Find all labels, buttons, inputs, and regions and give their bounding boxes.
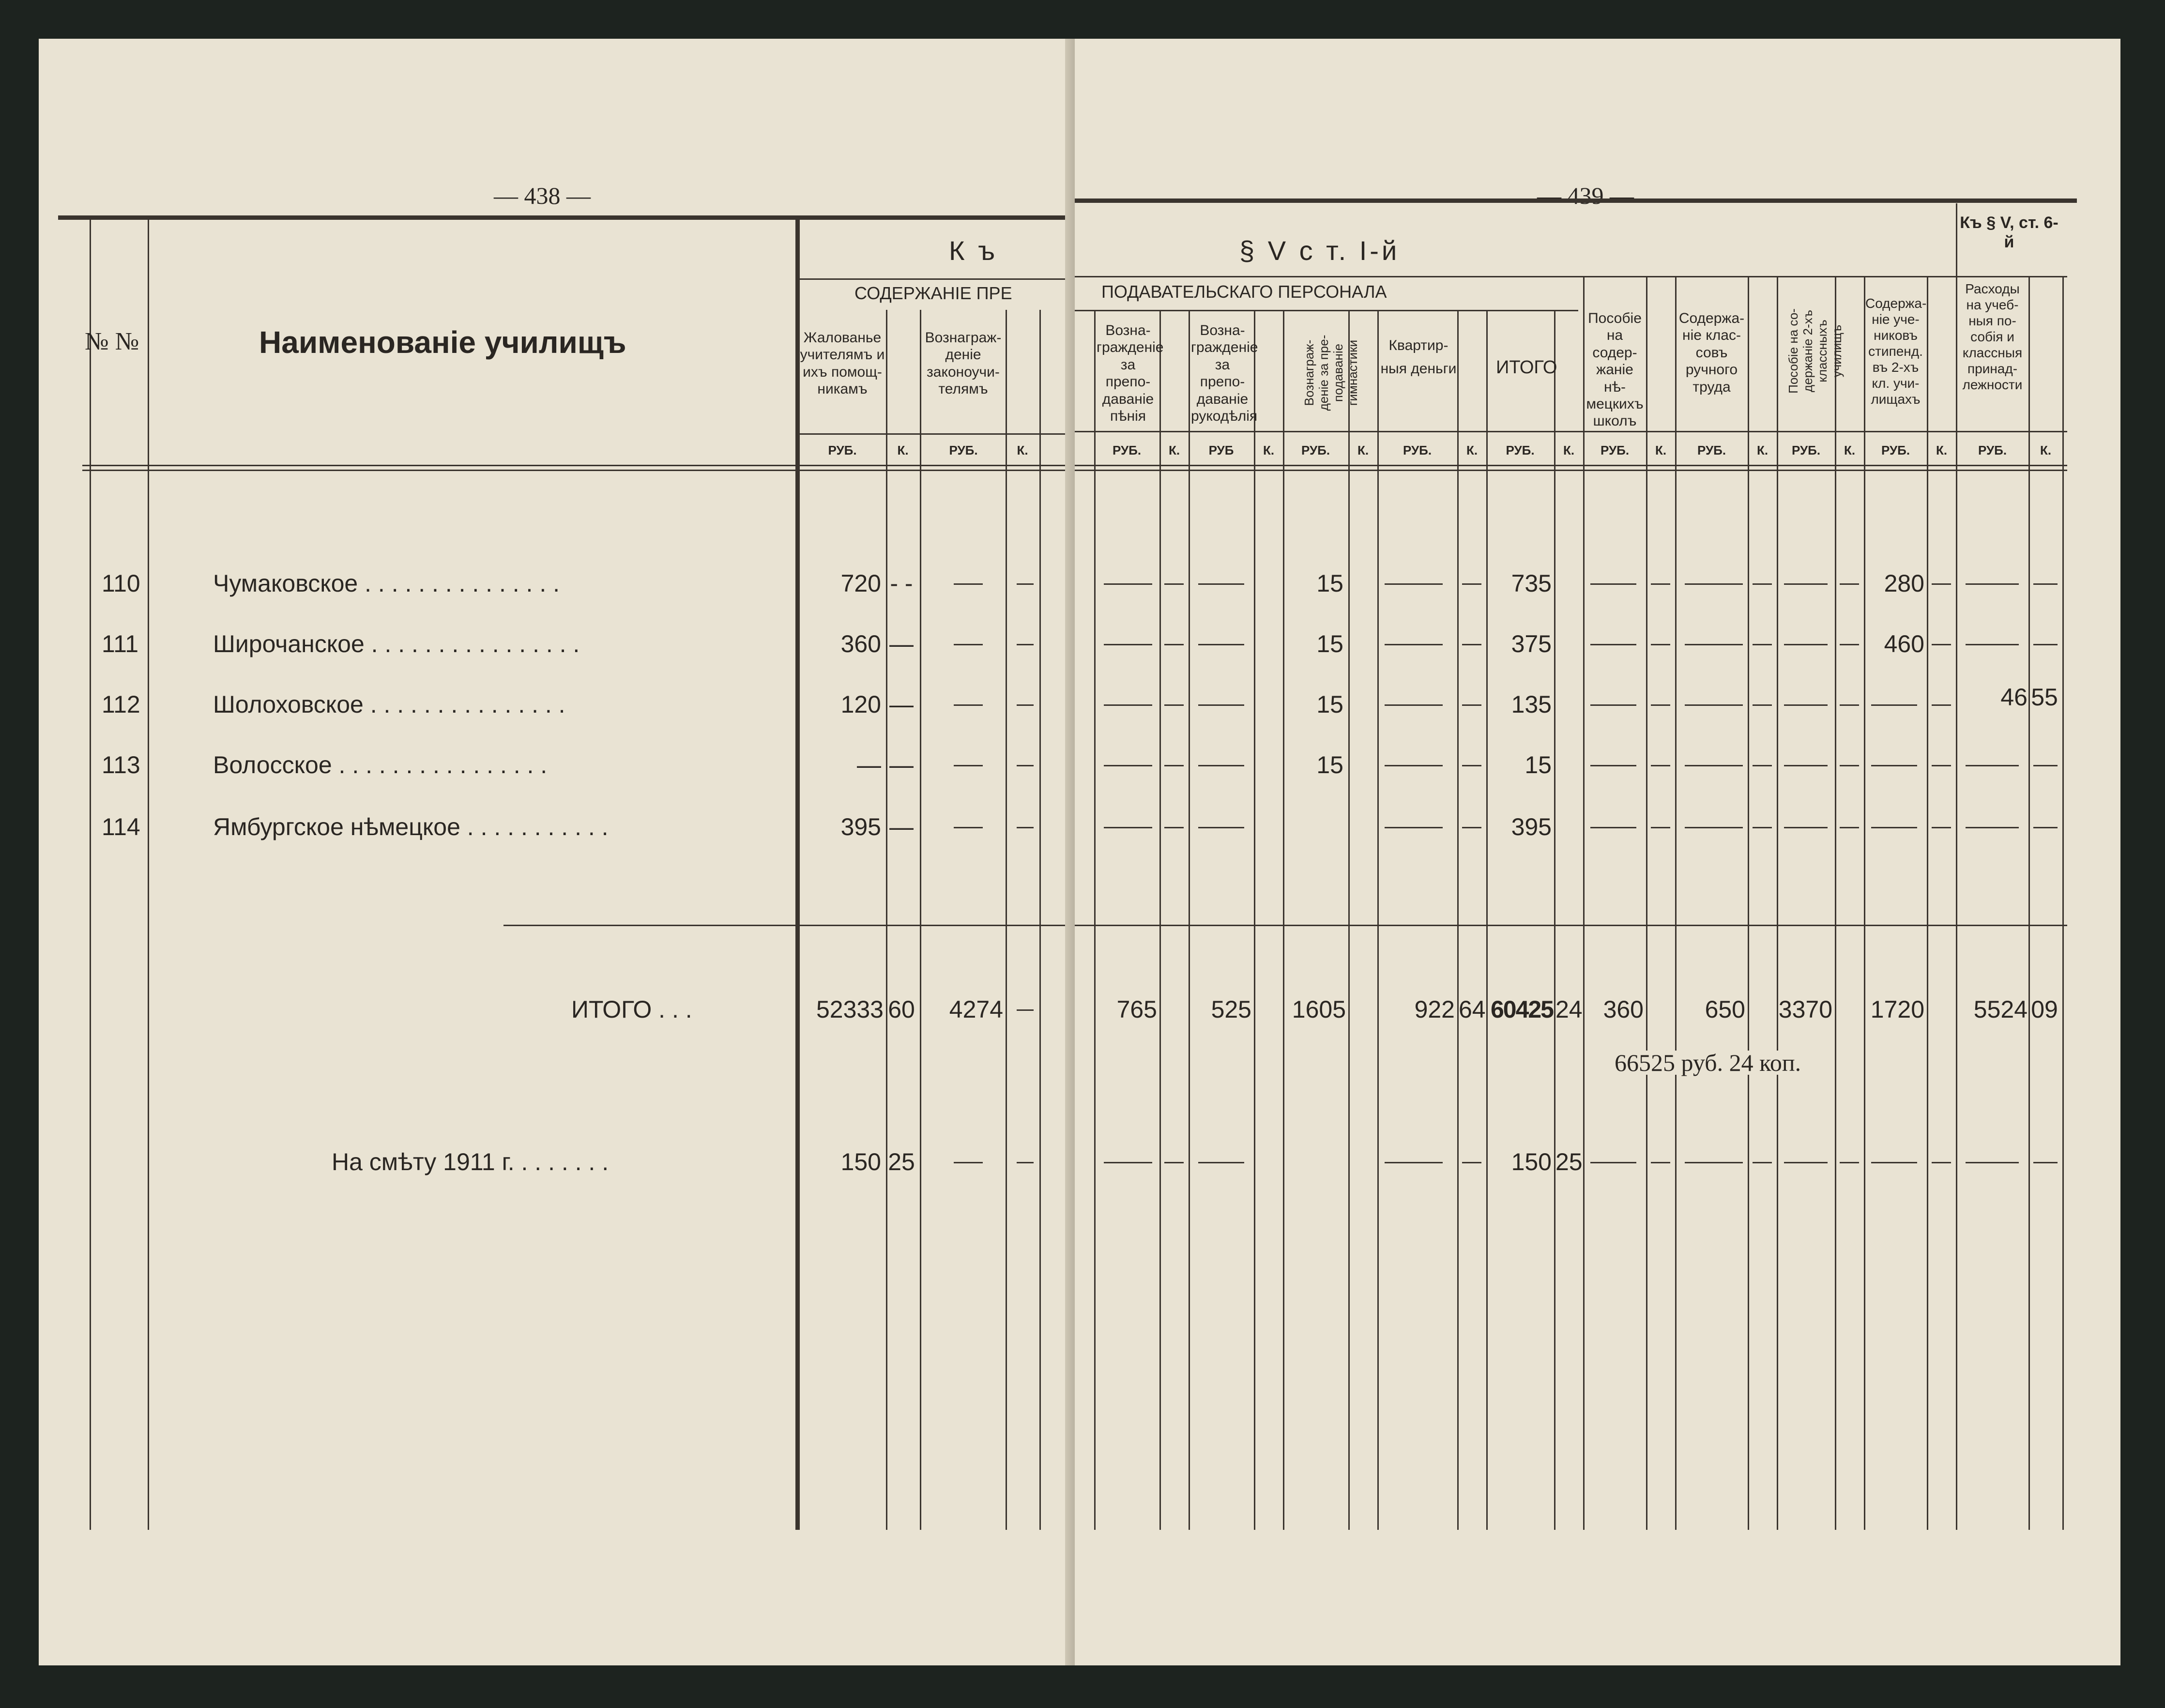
empty-dash xyxy=(1198,1162,1244,1163)
empty-dash xyxy=(1651,827,1670,828)
stipend-value: 460 xyxy=(1884,630,1924,657)
row-total: 735 xyxy=(1511,570,1552,597)
empty-dash xyxy=(1753,1162,1772,1163)
unit-rub: РУБ. xyxy=(1506,443,1535,458)
empty-dash xyxy=(1017,827,1034,828)
col-name-header: Наименованіе училищъ xyxy=(259,325,626,360)
empty-dash xyxy=(1932,827,1951,828)
unit-rub: РУБ. xyxy=(1978,443,2007,458)
col-no-header: № № xyxy=(85,328,139,355)
col-rule xyxy=(1486,310,1488,1530)
total-quarters-kop: 64 xyxy=(1459,996,1486,1023)
empty-dash xyxy=(1932,1162,1951,1163)
col-salary-header: Жалованье учителямъ и ихъ помощ- никамъ xyxy=(800,330,885,397)
row-number: 113 xyxy=(102,751,140,778)
header-bottom-rule xyxy=(82,465,1070,466)
empty-dash xyxy=(954,583,983,585)
col-rule xyxy=(1675,276,1677,1530)
empty-dash xyxy=(1462,827,1481,828)
page-number: — 438 — xyxy=(494,182,591,209)
empty-dash xyxy=(1784,583,1828,585)
row-number: 110 xyxy=(102,570,140,597)
empty-dash xyxy=(1840,765,1859,766)
salary-rub: 395 xyxy=(840,813,881,840)
unit-kop: К. xyxy=(1263,443,1275,458)
section-fragment: К ъ xyxy=(949,235,998,266)
total-german: 360 xyxy=(1603,996,1644,1023)
handicraft-header: Возна- гражденіе за препо- даваніе рукодѣлія xyxy=(1191,322,1258,424)
col-rule xyxy=(1646,276,1647,1530)
empty-dash xyxy=(1164,704,1184,706)
col-rule xyxy=(1377,310,1379,1530)
empty-dash xyxy=(1784,827,1828,828)
empty-dash xyxy=(954,827,983,828)
salary-rub: — xyxy=(857,751,881,778)
empty-dash xyxy=(1017,1009,1034,1011)
empty-dash xyxy=(2033,1162,2058,1163)
estimate-salary-rub: 150 xyxy=(840,1148,881,1175)
total-manual: 650 xyxy=(1705,996,1745,1023)
empty-dash xyxy=(1840,827,1859,828)
empty-dash xyxy=(1385,1162,1443,1163)
salary-rub: 120 xyxy=(840,691,881,718)
empty-dash xyxy=(2033,583,2058,585)
col-rule xyxy=(2028,276,2030,1530)
empty-dash xyxy=(1590,644,1636,645)
col-rule xyxy=(1864,276,1865,1530)
unit-kop: К. xyxy=(2040,443,2052,458)
salary-kop: — xyxy=(889,813,914,840)
unit-rub: РУБ. xyxy=(1403,443,1432,458)
empty-dash xyxy=(1932,583,1951,585)
empty-dash xyxy=(1685,644,1743,645)
empty-dash xyxy=(1164,583,1184,585)
empty-dash xyxy=(1840,583,1859,585)
unit-rub: РУБ. xyxy=(1600,443,1630,458)
empty-dash xyxy=(1164,827,1184,828)
empty-dash xyxy=(1651,644,1670,645)
total-total-kop: 24 xyxy=(1555,996,1583,1023)
empty-dash xyxy=(1017,704,1034,706)
empty-dash xyxy=(2033,765,2058,766)
empty-dash xyxy=(1753,583,1772,585)
col-rule xyxy=(1283,310,1284,1530)
section2-label: Къ § V, ст. 6-й xyxy=(1960,214,2058,252)
total-header: ИТОГО xyxy=(1496,357,1557,378)
right-page xyxy=(1075,39,2120,1665)
row-total: 15 xyxy=(1525,751,1552,778)
empty-dash xyxy=(1840,644,1859,645)
unit-rub: РУБ. xyxy=(1301,443,1330,458)
total-rule xyxy=(1075,925,2067,926)
units-rule xyxy=(799,433,1070,435)
gym-value: 15 xyxy=(1316,691,1343,718)
col-rule xyxy=(1006,310,1007,1530)
empty-dash xyxy=(954,644,983,645)
table-top-rule xyxy=(1075,198,2077,203)
unit-kop: К. xyxy=(1357,443,1369,458)
empty-dash xyxy=(1104,765,1152,766)
estimate-total-kop: 25 xyxy=(1555,1148,1583,1175)
empty-dash xyxy=(1462,765,1481,766)
col-rule xyxy=(1254,310,1255,1530)
empty-dash xyxy=(1104,583,1152,585)
empty-dash xyxy=(1462,704,1481,706)
empty-dash xyxy=(1164,644,1184,645)
empty-dash xyxy=(1104,1162,1152,1163)
salary-kop: — xyxy=(889,691,914,718)
empty-dash xyxy=(1590,827,1636,828)
empty-dash xyxy=(1017,583,1034,585)
gymnastics-header: Вознаграж- деніе за пре- подаваніе гимнастики xyxy=(1302,335,1360,411)
empty-dash xyxy=(1753,765,1772,766)
empty-dash xyxy=(1462,583,1481,585)
empty-dash xyxy=(1590,1162,1636,1163)
empty-dash xyxy=(1966,765,2019,766)
col-rule xyxy=(920,310,921,1530)
page-number: — 439 — xyxy=(1537,182,1634,209)
col-rule xyxy=(1927,276,1928,1530)
empty-dash xyxy=(1651,704,1670,706)
row-number: 114 xyxy=(102,813,140,840)
total-aids-kop: 09 xyxy=(2031,996,2058,1023)
salary-rub: 720 xyxy=(840,570,881,597)
unit-kop: К. xyxy=(1844,443,1856,458)
col-rule xyxy=(1748,276,1749,1530)
col-rule xyxy=(2062,276,2064,1530)
row-total: 135 xyxy=(1511,691,1552,718)
empty-dash xyxy=(1932,644,1951,645)
german-header: Пособіе на содер- жаніе нѣ- мецкихъ школъ xyxy=(1586,310,1644,429)
row-number: 111 xyxy=(102,630,139,657)
empty-dash xyxy=(1685,583,1743,585)
section-label: § V с т. І-й xyxy=(1239,235,1400,266)
school-name: Волосское . . . . . . . . . . . . . . . . xyxy=(213,751,548,778)
manual-header: Содержа- ніе клас- совъ ручного труда xyxy=(1678,310,1745,395)
group-fragment: СОДЕРЖАНІЕ ПРЕ xyxy=(854,283,1012,303)
col-law-header: Вознаграж- деніе законоучи- телямъ xyxy=(925,330,1002,397)
empty-dash xyxy=(1590,765,1636,766)
empty-dash xyxy=(1104,827,1152,828)
empty-dash xyxy=(1685,765,1743,766)
gym-value: 15 xyxy=(1316,630,1343,657)
col-rule xyxy=(1039,310,1041,1530)
aids-kop: 55 xyxy=(2031,684,2058,711)
empty-dash xyxy=(1871,827,1917,828)
total-singing: 765 xyxy=(1116,996,1157,1023)
quarters-header: Квартир- ныя деньги xyxy=(1380,337,1457,377)
empty-dash xyxy=(1385,827,1443,828)
col-rule xyxy=(90,218,91,1530)
empty-dash xyxy=(1932,765,1951,766)
unit-rub: РУБ. xyxy=(949,443,978,458)
unit-kop: К. xyxy=(1563,443,1575,458)
salary-kop: — xyxy=(889,751,914,778)
empty-dash xyxy=(1198,644,1244,645)
unit-kop: К. xyxy=(1756,443,1769,458)
empty-dash xyxy=(1685,827,1743,828)
empty-dash xyxy=(1871,704,1917,706)
unit-kop: К. xyxy=(1936,443,1948,458)
empty-dash xyxy=(954,765,983,766)
unit-rub: РУБ. xyxy=(828,443,857,458)
unit-kop: К. xyxy=(1466,443,1478,458)
empty-dash xyxy=(954,704,983,706)
col-rule xyxy=(1189,310,1190,1530)
school-name: Широчанское . . . . . . . . . . . . . . . . xyxy=(213,630,580,657)
empty-dash xyxy=(1651,1162,1670,1163)
col-rule xyxy=(1094,310,1096,1530)
total-total-rub: 60425 xyxy=(1490,996,1553,1023)
total-law-rub: 4274 xyxy=(949,996,1003,1023)
empty-dash xyxy=(1966,644,2019,645)
empty-dash xyxy=(1462,644,1481,645)
empty-dash xyxy=(1164,1162,1184,1163)
unit-rub: РУБ. xyxy=(1791,443,1821,458)
empty-dash xyxy=(1651,583,1670,585)
empty-dash xyxy=(1590,704,1636,706)
empty-dash xyxy=(1017,644,1034,645)
empty-dash xyxy=(1590,583,1636,585)
empty-dash xyxy=(1685,1162,1743,1163)
total-aids-rub: 5524 xyxy=(1973,996,2028,1023)
col-rule xyxy=(148,218,149,1530)
salary-rub: 360 xyxy=(840,630,881,657)
total-gymnastics: 1605 xyxy=(1292,996,1346,1023)
empty-dash xyxy=(1385,583,1443,585)
empty-dash xyxy=(1784,704,1828,706)
grand-total: 66525 руб. 24 коп. xyxy=(1610,1051,1806,1075)
col-rule xyxy=(1348,310,1350,1530)
col-rule xyxy=(1159,310,1161,1530)
unit-kop: К. xyxy=(1168,443,1180,458)
empty-dash xyxy=(1871,1162,1917,1163)
empty-dash xyxy=(1385,765,1443,766)
col-rule xyxy=(1777,276,1778,1530)
salary-kop: — xyxy=(889,630,914,657)
singing-header: Возна- гражденіе за препо- даваніе пѣнія xyxy=(1097,322,1164,424)
row-total: 375 xyxy=(1511,630,1552,657)
header-bottom-rule xyxy=(1075,465,2067,466)
empty-dash xyxy=(1685,704,1743,706)
empty-dash xyxy=(1753,704,1772,706)
empty-dash xyxy=(954,1162,983,1163)
unit-rub: РУБ. xyxy=(1112,443,1142,458)
empty-dash xyxy=(1198,827,1244,828)
row-total: 395 xyxy=(1511,813,1552,840)
empty-dash xyxy=(1198,704,1244,706)
col-rule xyxy=(1583,276,1585,1530)
empty-dash xyxy=(1198,765,1244,766)
gym-value: 15 xyxy=(1316,751,1343,778)
stipend-value: 280 xyxy=(1884,570,1924,597)
empty-dash xyxy=(1966,827,2019,828)
col-rule xyxy=(1554,310,1555,1530)
aids-rub: 46 xyxy=(2000,684,2028,711)
empty-dash xyxy=(1932,704,1951,706)
empty-dash xyxy=(1651,765,1670,766)
table-top-rule xyxy=(58,215,1070,220)
empty-dash xyxy=(1753,827,1772,828)
empty-dash xyxy=(1198,583,1244,585)
unit-kop: К. xyxy=(1655,443,1667,458)
subgroup-rule xyxy=(1075,310,1578,311)
gym-value: 15 xyxy=(1316,570,1343,597)
total-quarters-rub: 922 xyxy=(1414,996,1455,1023)
unit-kop: К. xyxy=(1017,443,1028,458)
unit-kop: К. xyxy=(897,443,909,458)
empty-dash xyxy=(2033,644,2058,645)
empty-dash xyxy=(1385,644,1443,645)
empty-dash xyxy=(1966,583,2019,585)
col-rule xyxy=(1457,310,1459,1530)
total-label: ИТОГО . . . xyxy=(571,996,692,1023)
group-label: ПОДАВАТЕЛЬСКАГО ПЕРСОНАЛА xyxy=(1101,282,1387,302)
empty-dash xyxy=(1784,1162,1828,1163)
col-rule xyxy=(1956,203,1957,1530)
col-rule xyxy=(886,310,887,1530)
empty-dash xyxy=(1385,704,1443,706)
salary-kop: - - xyxy=(890,570,913,597)
estimate-total-rub: 150 xyxy=(1511,1148,1552,1175)
estimate-label: На смѣту 1911 г. . . . . . . . xyxy=(332,1148,609,1175)
school-name: Чумаковское . . . . . . . . . . . . . . . xyxy=(213,570,560,597)
header-bottom-rule-2 xyxy=(1075,470,2067,471)
empty-dash xyxy=(1871,765,1917,766)
unit-rub: РУБ xyxy=(1208,443,1234,458)
empty-dash xyxy=(2033,827,2058,828)
school-name: Шолоховское . . . . . . . . . . . . . . . xyxy=(213,691,565,718)
empty-dash xyxy=(1017,1162,1034,1163)
empty-dash xyxy=(1104,644,1152,645)
col-rule xyxy=(795,218,800,1530)
empty-dash xyxy=(1840,1162,1859,1163)
empty-dash xyxy=(1840,704,1859,706)
empty-dash xyxy=(1784,644,1828,645)
empty-dash xyxy=(1784,765,1828,766)
twoclass-header: Пособіе на со- держаніе 2-хъ классныхъ училищъ xyxy=(1786,308,1844,394)
total-rule xyxy=(503,925,1070,926)
empty-dash xyxy=(1164,765,1184,766)
aids-header: Расходы на учеб- ныя по- собія и классныя принад- лежности xyxy=(1962,281,2023,393)
total-salary-kop: 60 xyxy=(888,996,915,1023)
empty-dash xyxy=(1966,1162,2019,1163)
header-bottom-rule-2 xyxy=(82,470,1070,471)
school-name: Ямбургское нѣмецкое . . . . . . . . . . . xyxy=(213,813,609,840)
group-rule xyxy=(1075,276,2067,277)
row-number: 112 xyxy=(102,691,140,718)
stipend-header: Содержа- ніе уче- никовъ стипенд. въ 2-хъ кл. учи- лищахъ xyxy=(1865,296,1927,407)
empty-dash xyxy=(1462,1162,1481,1163)
unit-rub: РУБ. xyxy=(1697,443,1726,458)
total-handicraft: 525 xyxy=(1211,996,1251,1023)
total-twoclass: 3370 xyxy=(1778,996,1832,1023)
total-salary-rub: 52333 xyxy=(816,996,884,1023)
empty-dash xyxy=(1017,765,1034,766)
unit-rub: РУБ. xyxy=(1881,443,1910,458)
empty-dash xyxy=(1104,704,1152,706)
empty-dash xyxy=(1753,644,1772,645)
left-page xyxy=(39,39,1070,1665)
col-rule xyxy=(1835,276,1836,1530)
units-rule xyxy=(1075,431,2067,432)
total-stipend: 1720 xyxy=(1870,996,1924,1023)
estimate-salary-kop: 25 xyxy=(888,1148,915,1175)
group-rule xyxy=(799,278,1070,280)
